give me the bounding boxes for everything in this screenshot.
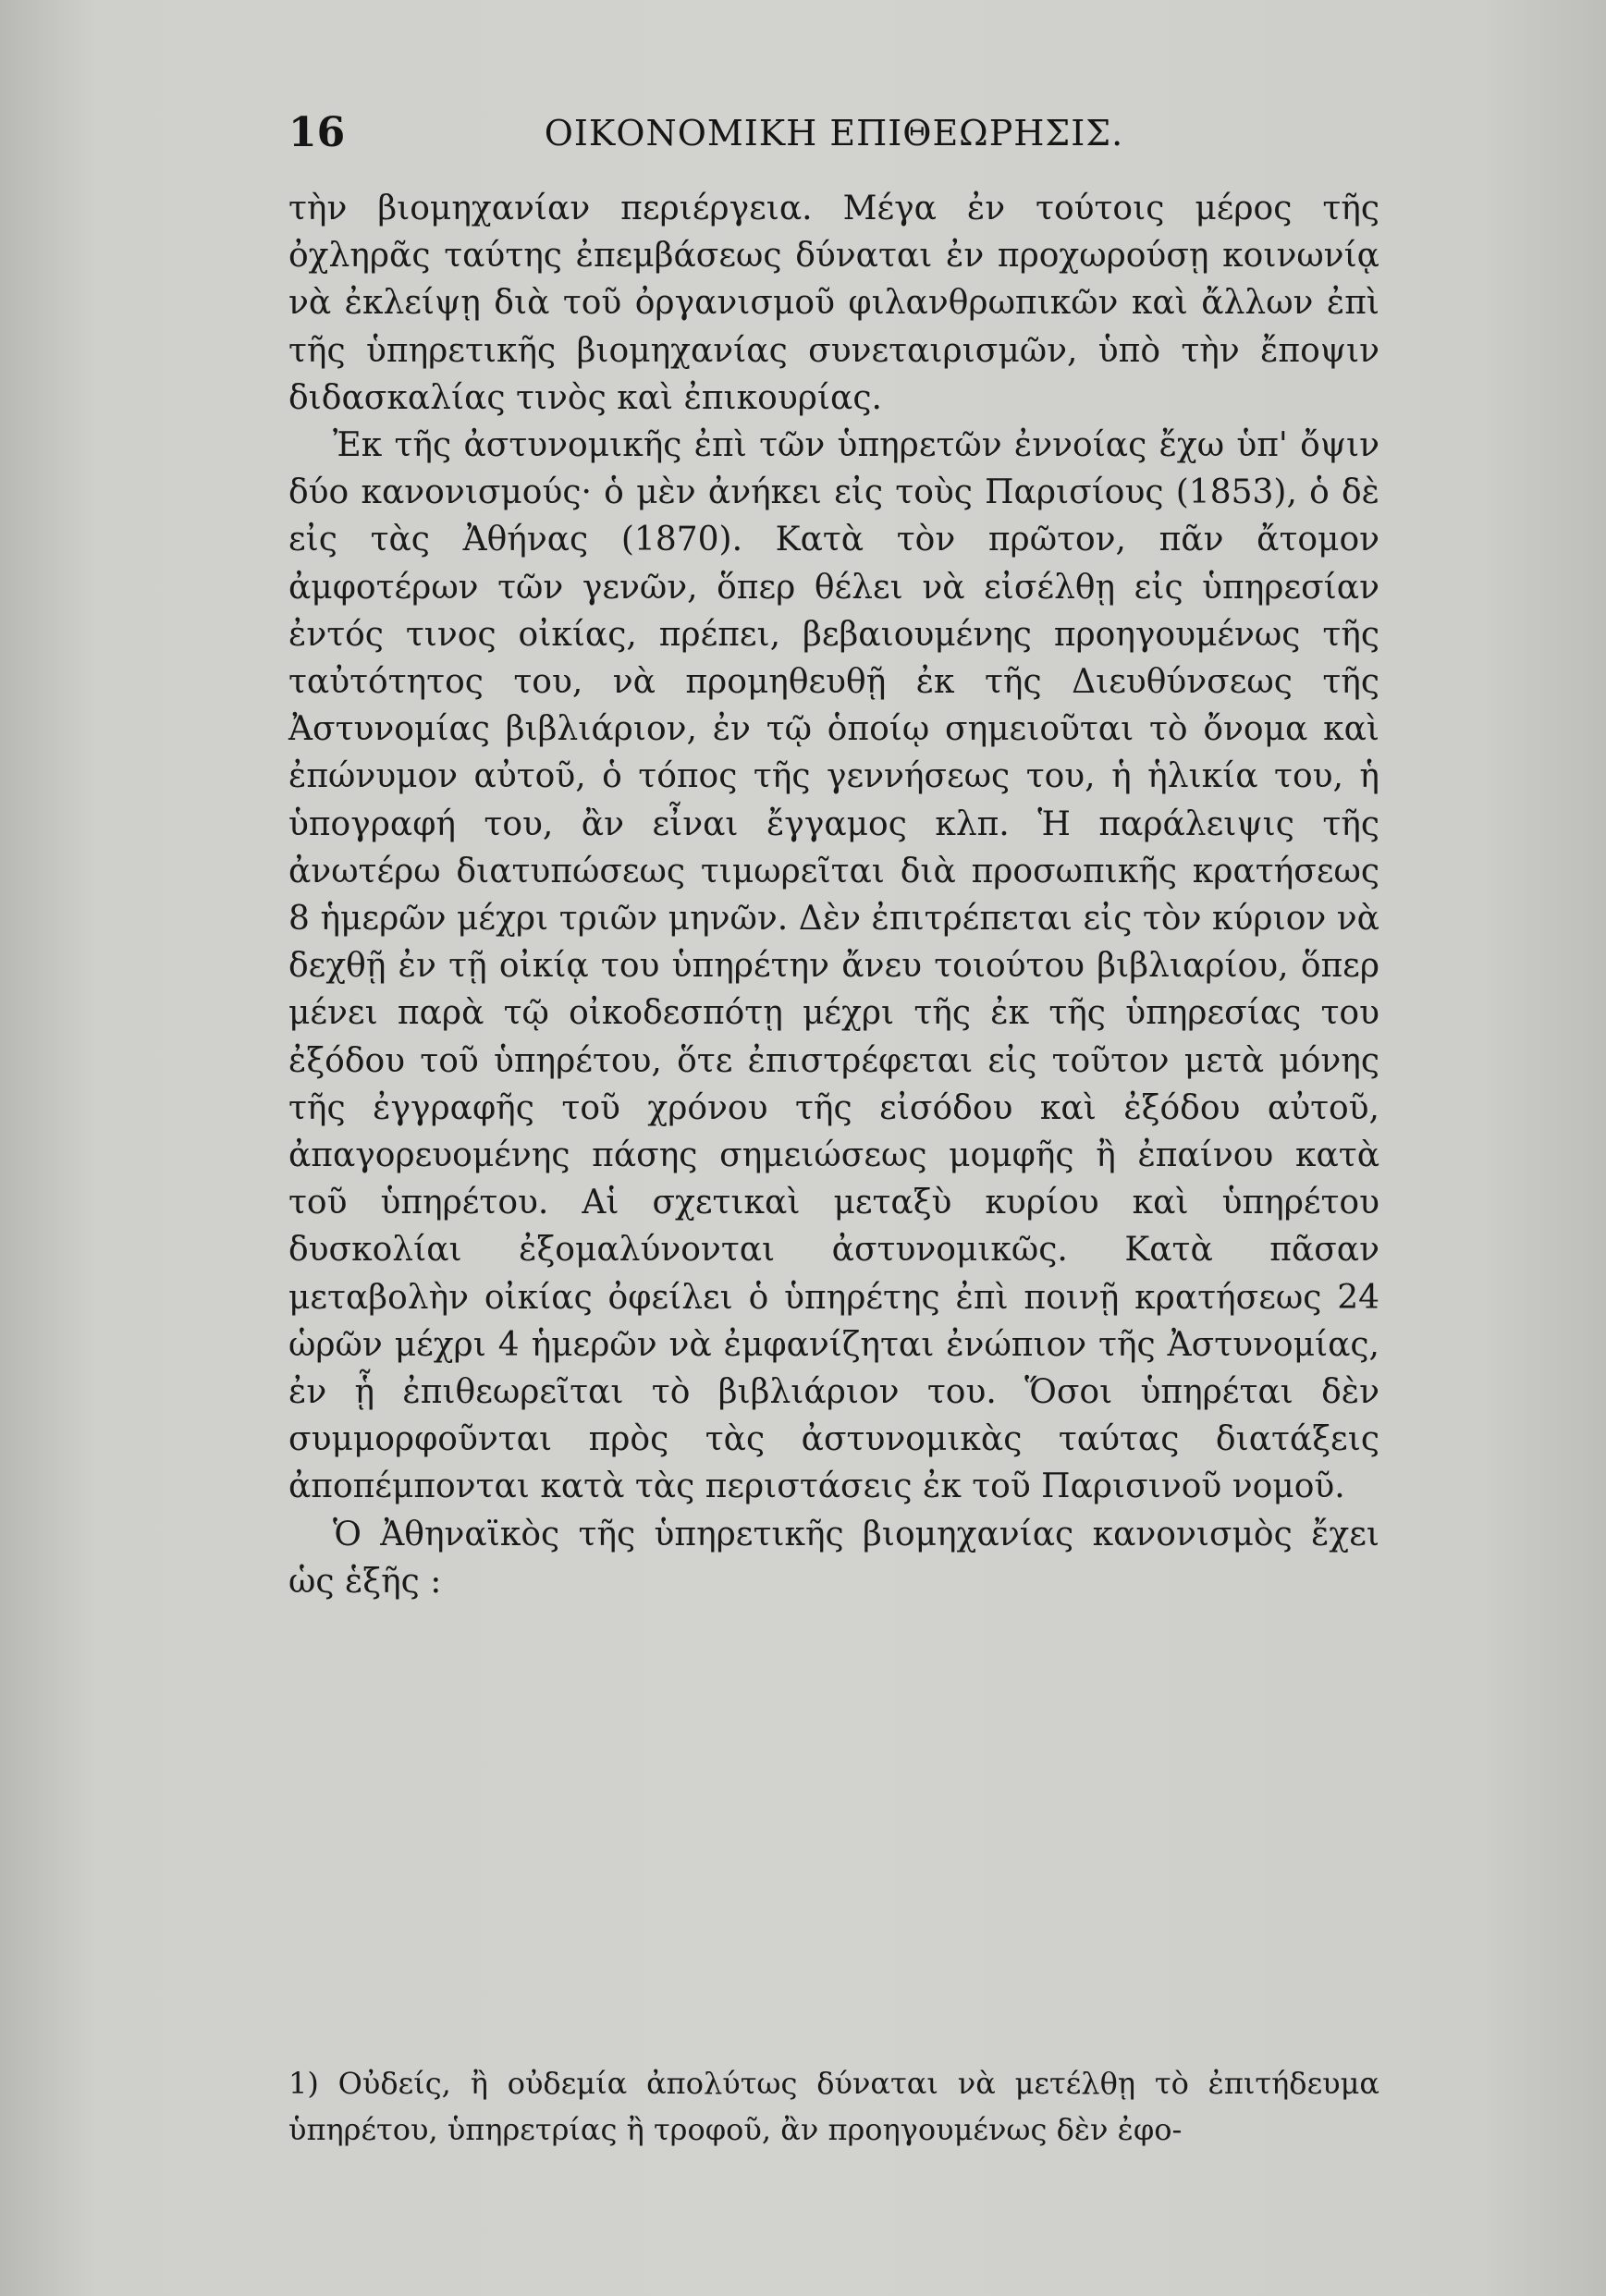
running-title: ΟΙΚΟΝΟΜΙΚΗ ΕΠΙΘΕΩΡΗΣΙΣ.: [544, 113, 1124, 153]
page-number: 16: [288, 109, 346, 156]
body-text: [288, 185, 1379, 1605]
page-header: [288, 109, 1379, 161]
paragraph-2: Ἐκ τῆς ἀστυνομικῆς ἐπὶ τῶν ὑπηρετῶν ἐννοίας ἔχω ὑπ' ὄψιν δύο κανονισμούς· ὁ μὲν ἀνήκει εἰς τοὺς Παρισίους (1853), ὁ δὲ εἰς τὰς Ἀθήνας (1870). Κατὰ τὸν πρῶτον, πᾶν ἄτομον ἀμφοτέρων τῶν γενῶν, ὅπερ θέλει νὰ εἰσέλθῃ εἰς ὑπηρεσίαν ἐντός τινος οἰκίας, πρέπει, βεβαιουμένης προηγουμένως τῆς ταὐτότητος του, νὰ προμηθευθῇ ἐκ τῆς Διευθύνσεως τῆς Ἀστυνομίας βιβλιάριον, ἐν τῷ ὁποίῳ σημειοῦται τὸ ὄνομα καὶ ἐπώνυμον αὐτοῦ, ὁ τόπος τῆς γεννήσεως του, ἡ ἡλικία του, ἡ ὑπογραφή του, ἂν εἶναι ἔγγαμος κλπ. Ἡ παράλειψις τῆς ἀνωτέρω διατυπώσεως τιμωρεῖται διὰ προσωπικῆς κρατήσεως 8 ἡμερῶν μέχρι τριῶν μηνῶν. Δὲν ἐπιτρέπεται εἰς τὸν κύριον νὰ δεχθῇ ἐν τῇ οἰκίᾳ του ὑπηρέτην ἄνευ τοιούτου βιβλιαρίου, ὅπερ μένει παρὰ τῷ οἰκοδεσπότῃ μέχρι τῆς ἐκ τῆς ὑπηρεσίας του ἐξόδου τοῦ ὑπηρέτου, ὅτε ἐπιστρέφεται εἰς τοῦτον μετὰ μόνης τῆς ἐγγραφῆς τοῦ χρόνου τῆς εἰσόδου καὶ ἐξόδου αὐτοῦ, ἀπαγορευομένης πάσης σημειώσεως μομφῆς ἢ ἐπαίνου κατὰ τοῦ ὑπηρέτου. Αἱ σχετικαὶ μεταξὺ κυρίου καὶ ὑπηρέτου δυσκολίαι ἐξομαλύνονται ἀστυνομικῶς. Κατὰ πᾶσαν μεταβολὴν οἰκίας ὀφείλει ὁ ὑπηρέτης ἐπὶ ποινῇ κρατήσεως 24 ὡρῶν μέχρι 4 ἡμερῶν νὰ ἐμφανίζηται ἐνώπιον τῆς Ἀστυνομίας, ἐν ᾗ ἐπιθεωρεῖται τὸ βιβλιάριον του. Ὅσοι ὑπηρέται δὲν συμμορφοῦνται πρὸς τὰς ἀστυνομικὰς ταύτας διατάξεις ἀποπέμπονται κατὰ τὰς περιστάσεις ἐκ τοῦ Παρισινοῦ νομοῦ.: [288, 426, 1379, 1506]
paragraph-3: Ὁ Ἀθηναϊκὸς τῆς ὑπηρετικῆς βιομηχανίας κανονισμὸς ἔχει ὡς ἑξῆς :: [288, 1515, 1379, 1601]
paragraph-1: τὴν βιομηχανίαν περιέργεια. Μέγα ἐν τούτοις μέρος τῆς ὀχληρᾶς ταύτης ἐπεμβάσεως δύναται ἐν προχωρούσῃ κοινωνίᾳ νὰ ἐκλείψῃ διὰ τοῦ ὀργανισμοῦ φιλανθρωπικῶν καὶ ἄλλων ἐπὶ τῆς ὑπηρετικῆς βιομηχανίας συνεταιρισμῶν, ὑπὸ τὴν ἔποψιν διδασκαλίας τινὸς καὶ ἐπικουρίας.: [288, 190, 1379, 417]
numbered-paragraph-1: 1) Οὐδείς, ἢ οὐδεμία ἀπολύτως δύναται νὰ μετέλθῃ τὸ ἐπιτήδευμα ὑπηρέτου, ὑπηρετρίας ἢ τροφοῦ, ἂν προηγουμένως δὲν ἐφο-: [288, 2066, 1379, 2147]
